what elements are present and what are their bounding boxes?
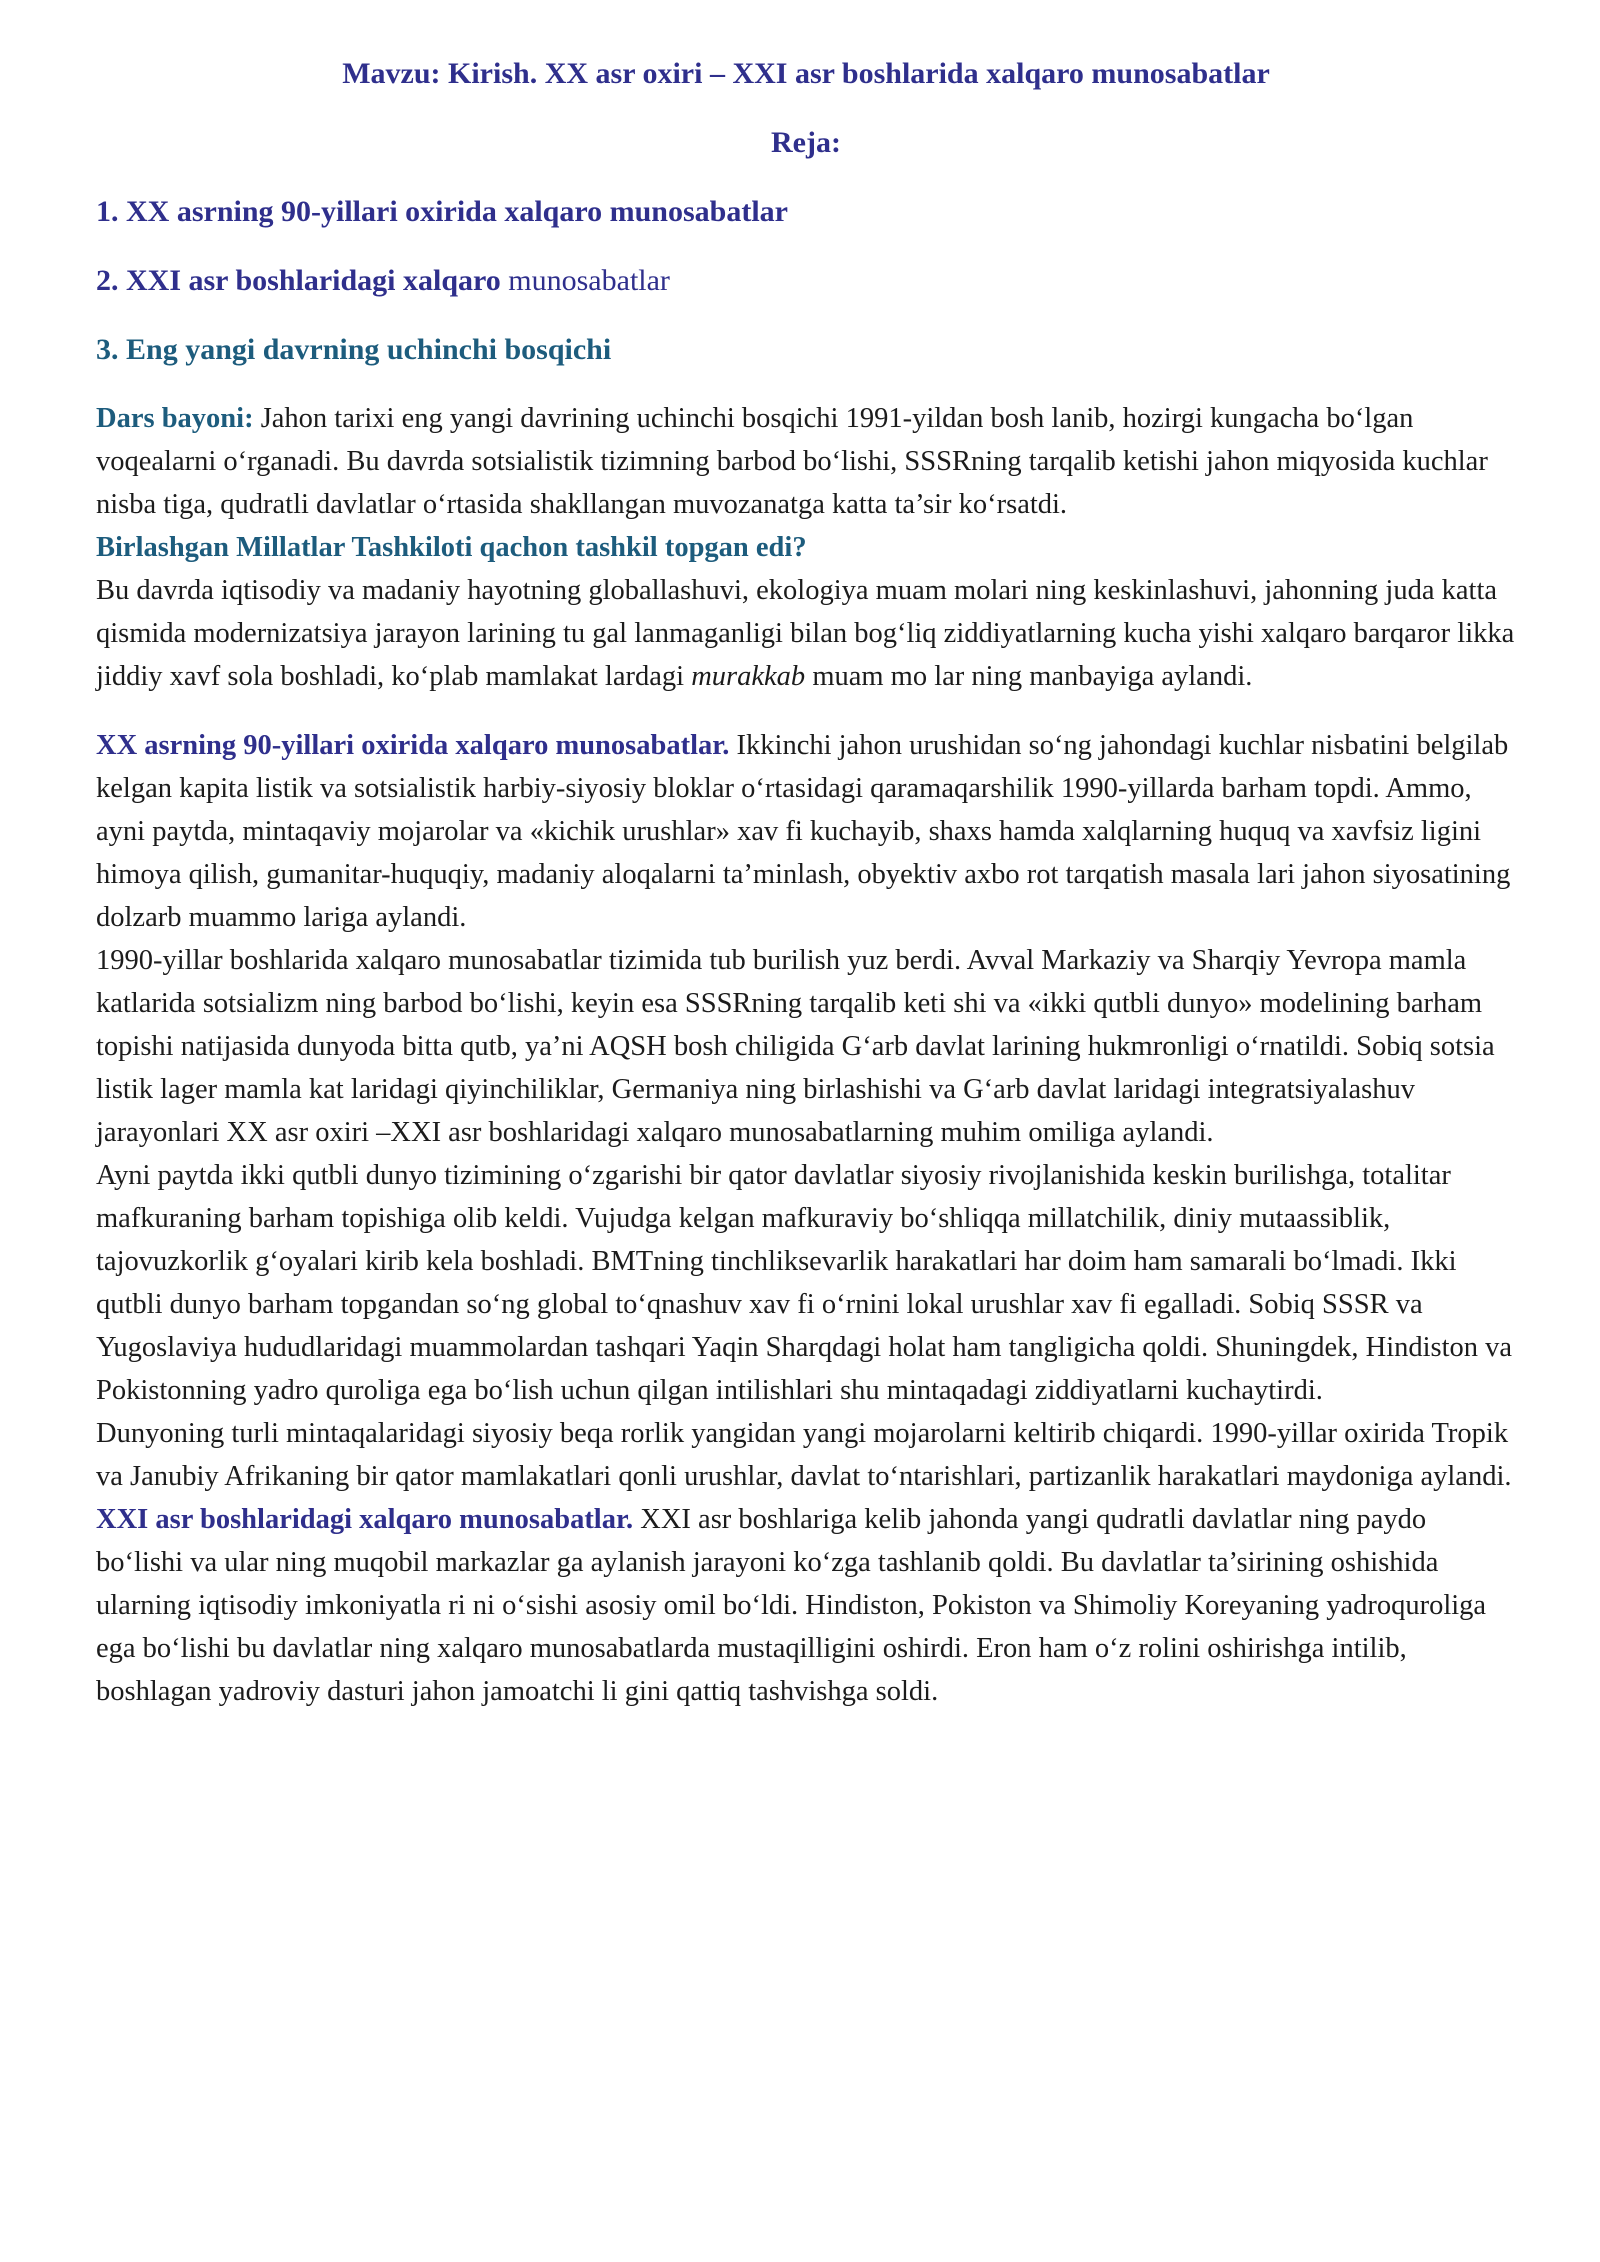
section-2-heading: XXI asr boshlaridagi xalqaro munosabatlar.: [96, 1504, 634, 1535]
section-1-heading: XX asrning 90-yillari oxirida xalqaro munosabatlar.: [96, 730, 730, 761]
section-2-paragraph: [96, 1498, 1516, 1713]
intro-text: Jahon tarixi eng yangi davrining uchinchi bosqichi 1991-yildan bosh lanib, hozirgi kungacha bo‘lgan voqealarni o‘rganadi. Bu davrda sotsialistik tizimning barbod bo‘lishi, SSSRning tarqalib ketishi jahon miqyosida kuchlar nisba tiga, qudratli davlatlar o‘rtasida shakllangan muvozanatga katta ta’sir ko‘rsatdi.: [96, 403, 1488, 520]
section-1-paragraph: [96, 724, 1516, 939]
question-heading: Birlashgan Millatlar Tashkiloti qachon tashkil topgan edi?: [96, 532, 807, 563]
paragraph-1990s: 1990-yillar boshlarida xalqaro munosabatlar tizimida tub burilish yuz berdi. Avval Markaziy va Sharqiy Yevropa mamla katlarida sotsializm ning barbod bo‘lishi, keyin esa SSSRning tarqalib keti shi va «ikki qutbli dunyo» modelining barham topishi natijasida dunyoda bitta qutb, ya’ni AQSH bosh chiligida G‘arb davlat larining hukmronligi o‘rnatildi. Sobiq sotsia listik lager mamla kat laridagi qiyinchiliklar, Germaniya ning birlashishi va G‘arb davlat laridagi integratsiyalashuv jarayonlari XX asr oxiri –XXI asr boshlaridagi xalqaro munosabatlarning muhim omiliga aylandi.: [96, 945, 1495, 1148]
paragraph-bipolar-change: Ayni paytda ikki qutbli dunyo tizimining o‘zgarishi bir qator davlatlar siyosiy rivojlanishida keskin burilishga, totalitar mafkuraning barham topishiga olib keldi. Vujudga kelgan mafkuraviy bo‘shliqqa millatchilik, diniy mutaassiblik, tajovuzkorlik g‘oyalari kirib kela boshladi. BMTning tinchliksevarlik harakatlari har doim ham samarali bo‘lmadi. Ikki qutbli dunyo barham topgandan so‘ng global to‘qnashuv xav fi o‘rnini lokal urushlar xav fi egalladi. Sobiq SSSR va Yugoslaviya hududlaridagi muammolardan tashqari Yaqin Sharqdagi holat ham tangligicha qoldi. Shuningdek, Hindiston va Pokistonning yadro quroliga ega bo‘lish uchun qilgan intilishlari shu mintaqadagi ziddiyatlarni kuchaytirdi.: [96, 1160, 1513, 1406]
plan-item-2-rest: munosabatlar: [500, 264, 670, 297]
document-title: Mavzu: Kirish. XX asr oxiri – XXI asr boshlarida xalqaro munosabatlar: [342, 57, 1270, 90]
intro-label: Dars bayoni:: [96, 403, 254, 434]
paragraph-globalization-text: Bu davrda iqtisodiy va madaniy hayotning globallashuvi, ekologiya muam molari ning keskinlashuvi, jahonning juda katta qismida modernizatsiya jarayon larining tu gal lanmaganligi bilan bog‘liq ziddiyatlarning kucha yishi xalqaro barqaror likka jiddiy xavf sola boshladi, ko‘plab mamlakat lardagi: [96, 575, 1515, 692]
paragraph-regional-conflicts: Dunyoning turli mintaqalaridagi siyosiy beqa rorlik yangidan yangi mojarolarni keltirib chiqardi. 1990-yillar oxirida Tropik va Janubiy Afrikaning bir qator mamlakatlari qonli urushlar, davlat to‘ntarishlari, partizanlik harakatlari maydoniga aylandi.: [96, 1418, 1512, 1492]
section-1-text: Ikkinchi jahon urushidan so‘ng jahondagi kuchlar nisbatini belgilab kelgan kapita listik va sotsialistik harbiy-siyosiy bloklar o‘rtasidagi qaramaqarshilik 1990-yillarda barham topdi. Ammo, ayni paytda, mintaqaviy mojarolar va «kichik urushlar» xav fi kuchayib, shaxs hamda xalqlarning huquq va xavfsiz ligini himoya qilish, gumanitar-huquqiy, madaniy aloqalarni ta’minlash, obyektiv axbo rot tarqatish masala lari jahon siyosatining dolzarb muammo lariga aylandi.: [96, 730, 1511, 933]
intro-paragraph: [96, 397, 1516, 526]
plan-heading: Reja:: [771, 126, 841, 159]
paragraph-globalization-tail: muam mo lar ning manbayiga aylandi.: [805, 661, 1253, 692]
paragraph-globalization: [96, 569, 1516, 698]
document-page: [96, 52, 1516, 1713]
section-2-text: XXI asr boshlariga kelib jahonda yangi qudratli davlatlar ning paydo bo‘lishi va ular ning muqobil markazlar ga aylanish jarayoni ko‘zga tashlanib qoldi. Bu davlatlar ta’sirining oshishida ularning iqtisodiy imkoniyatla ri ni o‘sishi asosiy omil bo‘ldi. Hindiston, Pokiston va Shimoliy Koreyaning yadroquroliga ega bo‘lishi bu davlatlar ning xalqaro munosabatlarda mustaqilligini oshirdi. Eron ham o‘z rolini oshirishga intilib, boshlagan yadroviy dasturi jahon jamoatchi li gini qattiq tashvishga soldi.: [96, 1504, 1487, 1707]
plan-item-3: 3. Eng yangi davrning uchinchi bosqichi: [96, 333, 612, 366]
paragraph-globalization-italic: murakkab: [691, 661, 806, 692]
plan-item-1: 1. XX asrning 90-yillari oxirida xalqaro munosabatlar: [96, 195, 788, 228]
plan-item-2-bold: 2. XXI asr boshlaridagi xalqaro: [96, 264, 501, 297]
plan-item-2: [96, 259, 1516, 302]
